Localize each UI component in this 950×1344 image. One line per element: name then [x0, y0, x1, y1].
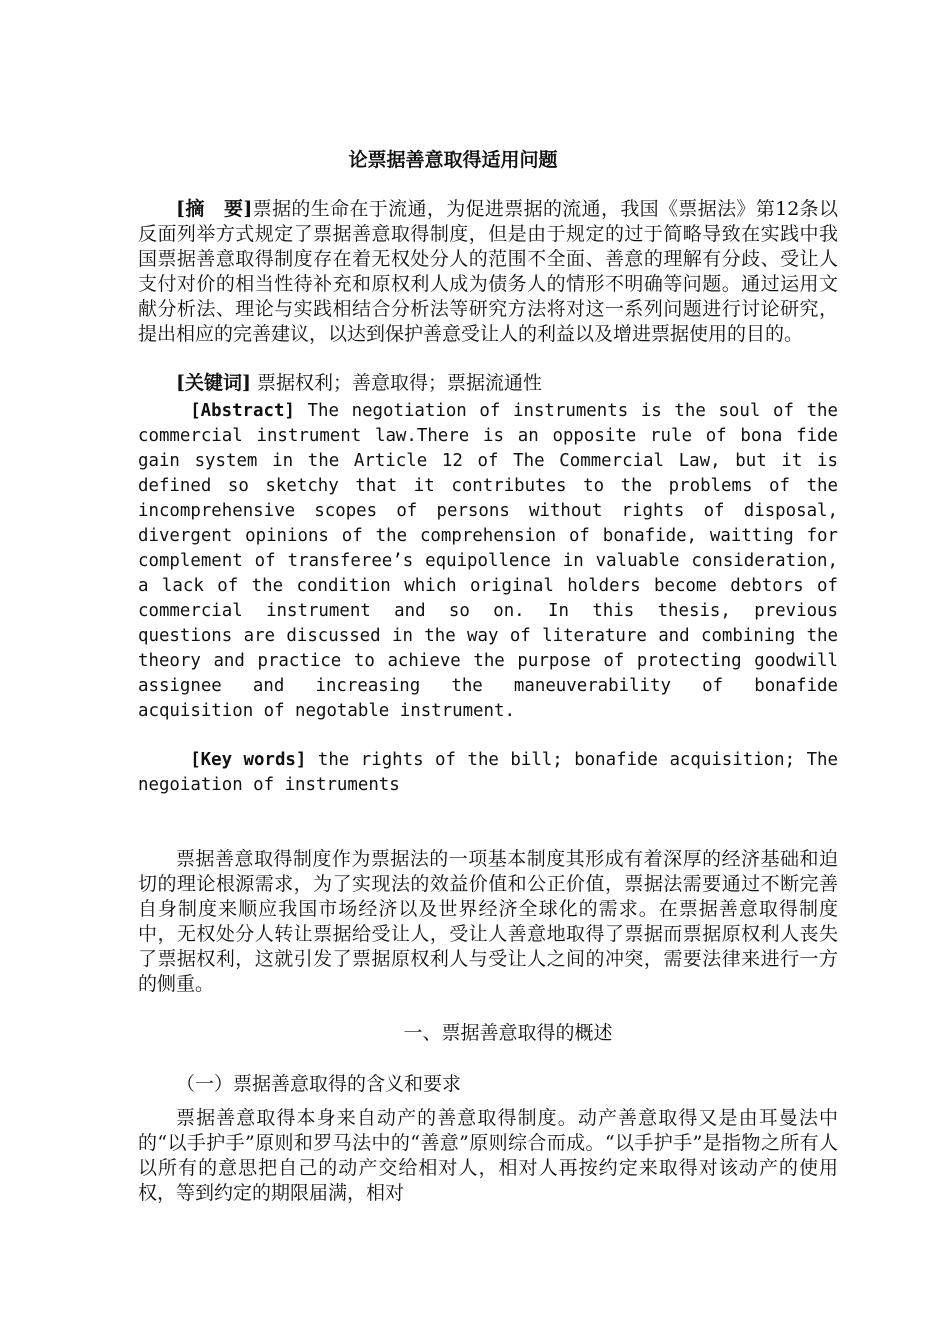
keywords-en-text: the rights of the bill; bonafide acquisition; The negoiation of instruments — [138, 750, 838, 795]
subsection-heading: （一）票据善意取得的含义和要求 — [176, 1073, 462, 1095]
document-title: 论票据善意取得适用问题 — [348, 149, 558, 171]
abstract-english — [138, 399, 838, 724]
abstract-chinese — [138, 197, 838, 347]
abstract-en-label: [Abstract] — [190, 401, 295, 421]
keywords-label: [关键词] — [176, 372, 251, 394]
keywords-text: 票据权利；善意取得；票据流通性 — [250, 372, 543, 394]
section-paragraph: 票据善意取得本身来自动产的善意取得制度。动产善意取得又是由耳曼法中的“以手护手”原则和罗马法中的“善意”原则综合而成。“以手护手”是指物之所有人以所有的意思把自己的动产交给相对人，相对人再按约定来取得对该动产的使用权，等到约定的期限届满，相对 — [138, 1107, 838, 1204]
keywords-en-label: [Key words] — [190, 750, 307, 770]
intro-paragraph: 票据善意取得制度作为票据法的一项基本制度其形成有着深厚的经济基础和迫切的理论根源需求，为了实现法的效益价值和公正价值，票据法需要通过不断完善自身制度来顺应我国市场经济以及世界经济全球化的需求。在票据善意取得制度中，无权处分人转让票据给受让人，受让人善意地取得了票据而票据原权利人丧失了票据权利，这就引发了票据原权利人与受让人之间的冲突，需要法律来进行一方的侧重。 — [138, 848, 838, 995]
section-heading: 一、票据善意取得的概述 — [403, 1022, 613, 1044]
abstract-label: [摘 要] — [176, 198, 253, 220]
keywords-english — [138, 748, 838, 798]
abstract-text: 票据的生命在于流通，为促进票据的流通，我国《票据法》第12条以反面列举方式规定了票据善意取得制度，但是由于规定的过于简略导致在实践中我国票据善意取得制度存在着无权处分人的范围不全面、善意的理解有分歧、受让人支付对价的相当性待补充和原权利人成为债务人的情形不明确等问题。通过运用文献分析法、理论与实践相结合分析法等研究方法将对这一系列问题进行讨论研究，提出相应的完善建议，以达到保护善意受让人的利益以及增进票据使用的目的。 — [138, 198, 838, 345]
abstract-en-text: The negotiation of instruments is the soul of the commercial instrument law.There is an opposite rule of bona fide gain system in the Article 12 of The Commercial Law, but it is defined so sketchy that it contributes to the problems of the incomprehensive scopes of persons without rights of disposal, divergent opinions of the comprehension of bonafide, waitting for complement of transferee’s equipollence in valuable consideration, a lack of the condition which original holders become debtors of commercial instrument and so on. In this thesis, previous questions are discussed in the way of literature and combining the theory and practice to achieve the purpose of protecting goodwill assignee and increasing the maneuverability of bonafide acquisition of negotable instrument. — [138, 401, 838, 721]
keywords-chinese — [138, 371, 838, 396]
